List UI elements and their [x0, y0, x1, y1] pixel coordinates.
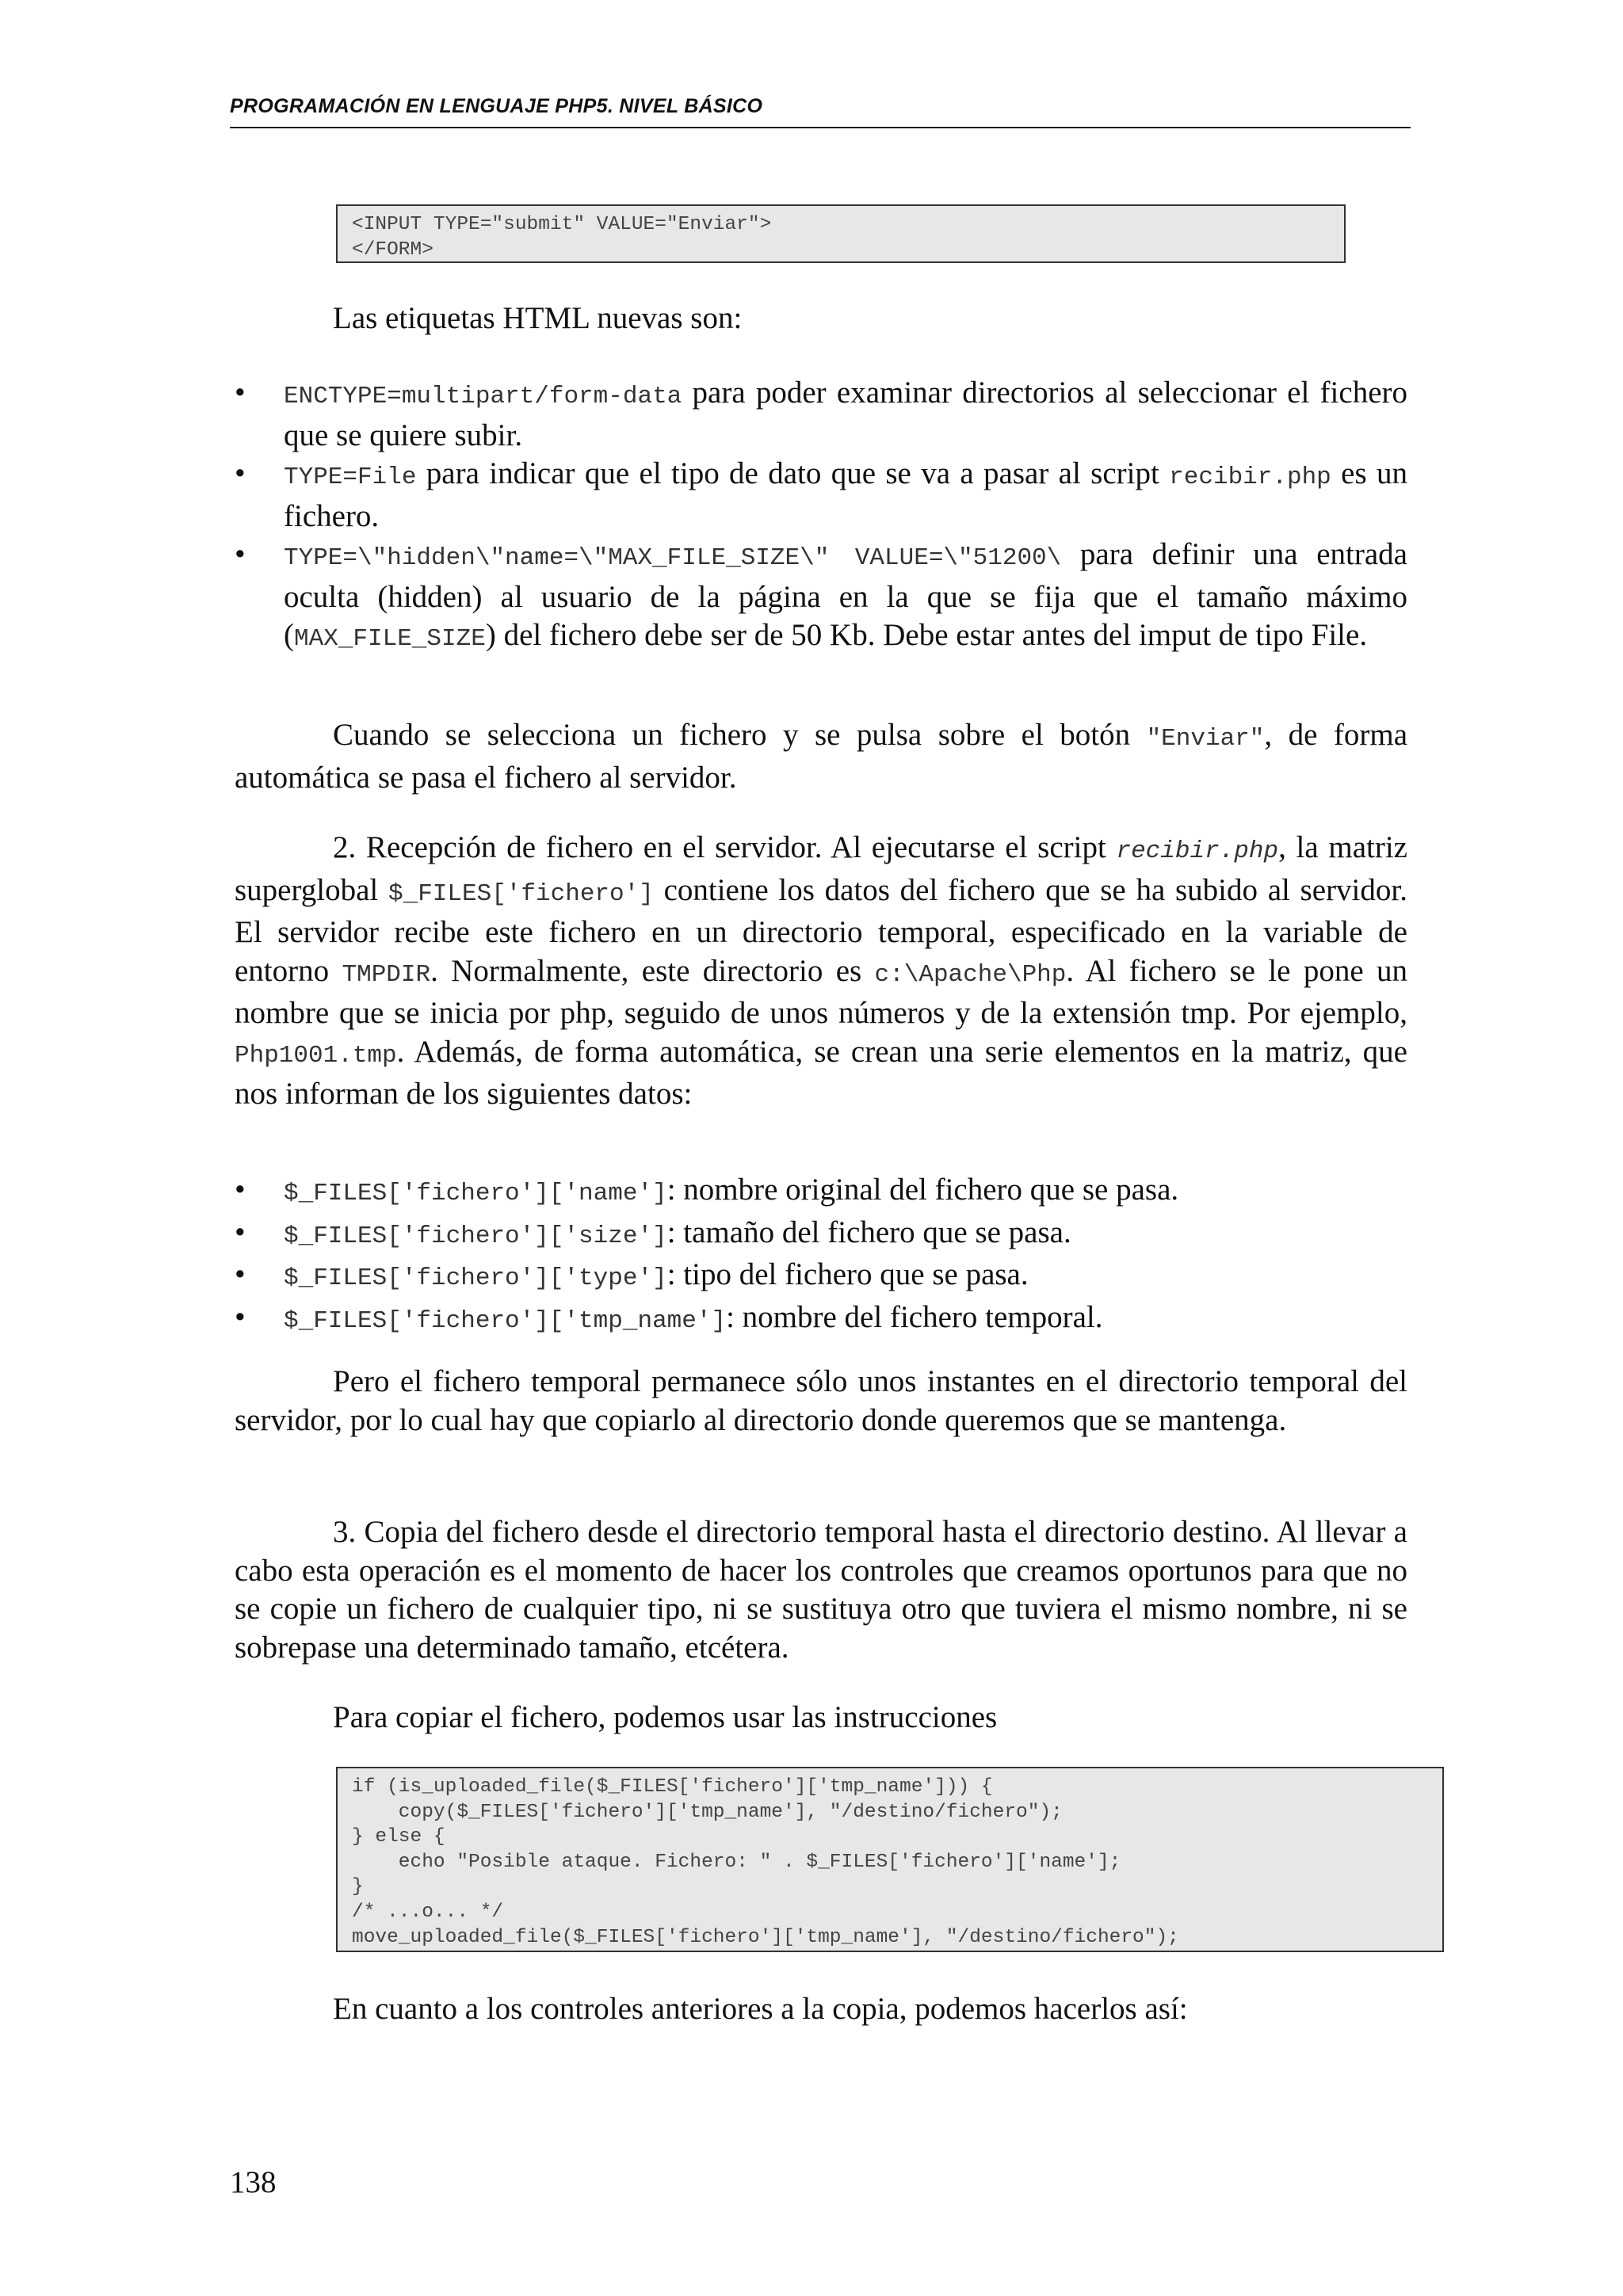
paragraph-copy: 3. Copia del fichero desde el directorio temporal hasta el directorio destino. Al llevar a cabo esta operación es el momento de hacer los controles que creamos oportunos para que no se copie un fichero de cualquier tipo, ni se sustituya otro que tuviera el mismo nombre, ni se sobrepase una determinado tamaño, etcétera. [235, 1515, 1407, 1665]
list-item: • $_FILES['fichero']['name']: nombre original del fichero que se pasa. [235, 1173, 1179, 1207]
paragraph-send: Cuando se selecciona un fichero y se pulsa sobre el botón "Enviar", de forma automática se pasa el fichero al servidor. [235, 718, 1408, 795]
code-line: echo "Posible ataque. Fichero: " . $_FILES['fichero']['name']; [352, 1851, 1121, 1873]
code-block-copy [336, 1767, 1444, 1952]
running-header: PROGRAMACIÓN EN LENGUAJE PHP5. NIVEL BÁSICO [230, 95, 763, 117]
paragraph-intro: Las etiquetas HTML nuevas son: [333, 301, 743, 335]
list-item: • $_FILES['fichero']['size']: tamaño del fichero que se pasa. [235, 1215, 1071, 1250]
code-block-form-end [336, 204, 1346, 263]
code-line: } [352, 1876, 364, 1898]
page-number: 138 [230, 2165, 277, 2199]
code-line: } else { [352, 1826, 445, 1848]
list-item: • TYPE=File para indicar que el tipo de dato que se va a pasar al script recibir.php es un fichero. [235, 456, 1407, 533]
bullet-list-html-tags [235, 374, 1407, 659]
list-item: • $_FILES['fichero']['type']: tipo del fichero que se pasa. [235, 1257, 1029, 1292]
code-line: /* ...o... */ [352, 1901, 504, 1923]
list-item: • $_FILES['fichero']['tmp_name']: nombre del fichero temporal. [235, 1299, 1103, 1335]
code-line: <INPUT TYPE="submit" VALUE="Enviar"> [352, 214, 772, 235]
bullet-list-files-array [235, 1171, 1407, 1341]
paragraph-controls: En cuanto a los controles anteriores a la copia, podemos hacerlos así: [333, 1992, 1188, 2026]
list-item: • TYPE=\"hidden\"name=\"MAX_FILE_SIZE\" VALUE=\"51200\ para definir una entrada oculta (hidden) al usuario de la página en la que se fija que el tamaño máximo (MAX_FILE_SIZE) del fichero debe ser de 50 Kb. Debe estar antes del imput de tipo File. [235, 537, 1407, 653]
header-rule [230, 127, 1411, 128]
code-line: if (is_uploaded_file($_FILES['fichero']['tmp_name'])) { [352, 1776, 993, 1798]
paragraph-reception: 2. Recepción de fichero en el servidor. Al ejecutarse el script recibir.php, la matriz superglobal $_FILES['fichero'] contiene los datos del fichero que se ha subido al servidor. El servidor recibe este fichero en un directorio temporal, especificado en la variable de entorno TMPDIR. Normalmente, este directorio es c:\Apache\Php. Al fichero se le pone un nombre que se inicia por php, seguido de unos números y de la extensión tmp. Por ejemplo, Php1001.tmp. Además, de forma automática, se crean una serie elementos en la matriz, que nos informan de los siguientes datos: [235, 830, 1407, 1111]
code-line: copy($_FILES['fichero']['tmp_name'], "/destino/fichero"); [352, 1801, 1063, 1823]
list-item: • ENCTYPE=multipart/form-data para poder examinar directorios al seleccionar el fichero que se quiere subir. [235, 376, 1407, 452]
code-line: </FORM> [352, 238, 433, 261]
paragraph-copy-instructions: Para copiar el fichero, podemos usar las instrucciones [333, 1700, 998, 1734]
code-line: move_uploaded_file($_FILES['fichero']['tmp_name'], "/destino/fichero"); [352, 1926, 1179, 1948]
paragraph-temporary: Pero el fichero temporal permanece sólo unos instantes en el directorio temporal del servidor, por lo cual hay que copiarlo al directorio donde queremos que se mantenga. [235, 1364, 1407, 1437]
